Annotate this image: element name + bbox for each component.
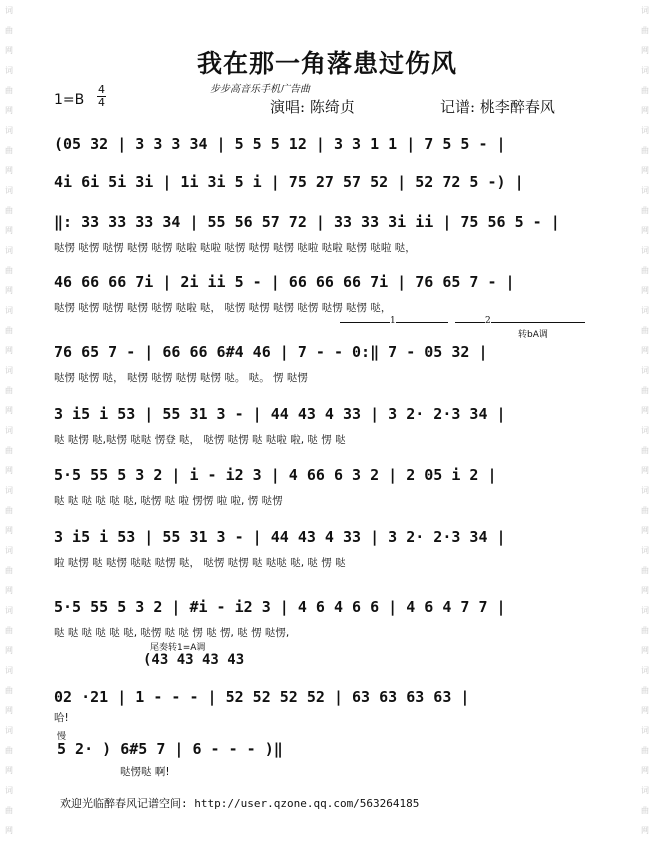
watermark-char: 网 (5, 766, 13, 775)
watermark-char: 曲 (641, 206, 649, 215)
watermark-char: 词 (5, 66, 13, 75)
score-row-4: 46 66 66 7i | 2i ii 5 - | 66 66 66 7i | 76 65 7 - | (54, 273, 515, 291)
watermark-char: 曲 (641, 266, 649, 275)
watermark-char: 网 (641, 226, 649, 235)
score-row-7: 5·5 55 5 3 2 | i - i2 3 | 4 66 6 3 2 | 2 05 i 2 | (54, 466, 497, 484)
watermark-char: 网 (5, 826, 13, 835)
song-subtitle: 步步高音乐手机广告曲 (210, 84, 310, 95)
score-row-2: 4i 6i 5i 3i | 1i 3i 5 i | 75 27 57 52 | 52 72 5 -) | (54, 173, 524, 191)
transcriber-credit: 记谱: 桃李醉春风 (440, 98, 555, 116)
watermark-char: 网 (5, 526, 13, 535)
singer-credit: 演唱: 陈绮贞 (270, 98, 355, 116)
watermark-char: 词 (641, 726, 649, 735)
lyric-row-5: 哒愣 哒愣 哒， 哒愣 哒愣 哒愣 哒愣 哒。 哒。 愣 哒愣 (54, 372, 308, 384)
watermark-char: 网 (5, 706, 13, 715)
watermark-char: 词 (641, 126, 649, 135)
watermark-char: 词 (641, 186, 649, 195)
watermark-char: 曲 (641, 686, 649, 695)
watermark-char: 词 (641, 786, 649, 795)
watermark-char: 词 (641, 606, 649, 615)
watermark-char: 词 (5, 126, 13, 135)
watermark-char: 曲 (5, 806, 13, 815)
watermark-char: 曲 (641, 386, 649, 395)
watermark-char: 网 (5, 46, 13, 55)
score-row-6: 3 i5 i 53 | 55 31 3 - | 44 43 4 33 | 3 2· 2·3 34 | (54, 405, 506, 423)
score-row-11: 5 2· ) 6#5 7 | 6 - - - )‖ (57, 740, 283, 758)
watermark-char: 网 (5, 646, 13, 655)
watermark-char: 曲 (641, 806, 649, 815)
watermark-char: 网 (641, 286, 649, 295)
watermark-char: 曲 (641, 26, 649, 35)
watermark-char: 曲 (5, 386, 13, 395)
time-signature (97, 84, 106, 109)
watermark-char: 曲 (641, 446, 649, 455)
watermark-char: 网 (641, 586, 649, 595)
key-signature: 1=B (54, 92, 85, 108)
watermark-char: 词 (5, 606, 13, 615)
key-change-note: 转bA调 (518, 330, 548, 340)
watermark-char: 词 (641, 546, 649, 555)
watermark-char: 曲 (5, 326, 13, 335)
watermark-char: 曲 (641, 506, 649, 515)
watermark-char: 网 (641, 166, 649, 175)
watermark-char: 曲 (641, 626, 649, 635)
watermark-char: 曲 (5, 206, 13, 215)
watermark-char: 网 (5, 226, 13, 235)
score-row-8: 3 i5 i 53 | 55 31 3 - | 44 43 4 33 | 3 2· 2·3 34 | (54, 528, 506, 546)
watermark-char: 词 (5, 426, 13, 435)
lyric-row-11: 哒愣哒 啊! (120, 766, 170, 778)
watermark-char: 曲 (641, 746, 649, 755)
watermark-char: 曲 (5, 446, 13, 455)
watermark-char: 网 (641, 46, 649, 55)
watermark-char: 曲 (5, 566, 13, 575)
watermark-char: 词 (5, 306, 13, 315)
meter-bottom: 4 (98, 96, 105, 109)
lyric-row-3: 哒愣 哒愣 哒愣 哒愣 哒愣 哒啦 哒啦 哒愣 哒愣 哒愣 哒啦 哒啦 哒愣 哒啦 哒， (54, 242, 416, 254)
volta-1-label: 1 (390, 316, 396, 326)
score-row-3: ‖: 33 33 33 34 | 55 56 57 72 | 33 33 3i ii | 75 56 5 - | (54, 213, 560, 231)
score-row-9: 5·5 55 5 3 2 | #i - i2 3 | 4 6 4 6 6 | 4 6 4 7 7 | (54, 598, 506, 616)
lyric-row-7: 哒 哒 哒 哒 哒 哒, 哒愣 哒 啦 愣愣 啦 啦, 愣 哒愣 (54, 495, 283, 507)
watermark-char: 词 (5, 6, 13, 15)
watermark-char: 曲 (641, 326, 649, 335)
lyric-row-9: 哒 哒 哒 哒 哒 哒, 哒愣 哒 哒 愣 哒 愣, 哒 愣 哒愣, (54, 627, 290, 639)
ending-upper-line: (43 43 43 43 (143, 652, 245, 668)
watermark-char: 网 (641, 346, 649, 355)
watermark-char: 曲 (641, 566, 649, 575)
watermark-char: 词 (641, 6, 649, 15)
watermark-char: 曲 (5, 266, 13, 275)
footer-link-text: 欢迎光临醉春风记谱空间: http://user.qzone.qq.com/563264185 (60, 797, 420, 810)
watermark-char: 曲 (641, 86, 649, 95)
watermark-char: 曲 (5, 746, 13, 755)
watermark-char: 词 (641, 306, 649, 315)
lyric-row-8: 啦 哒愣 哒 哒愣 哒哒 哒愣 哒， 哒愣 哒愣 哒 哒哒 哒, 哒 愣 哒 (54, 557, 346, 569)
watermark-char: 网 (641, 706, 649, 715)
watermark-char: 曲 (5, 86, 13, 95)
watermark-char: 词 (641, 486, 649, 495)
watermark-char: 词 (641, 66, 649, 75)
watermark-char: 词 (5, 246, 13, 255)
watermark-char: 词 (641, 246, 649, 255)
score-row-1: (05 32 | 3 3 3 34 | 5 5 5 12 | 3 3 1 1 | 7 5 5 - | (54, 135, 506, 153)
watermark-char: 词 (5, 666, 13, 675)
watermark-char: 曲 (5, 26, 13, 35)
watermark-char: 词 (641, 426, 649, 435)
watermark-char: 网 (641, 406, 649, 415)
watermark-char: 网 (5, 406, 13, 415)
watermark-char: 曲 (5, 146, 13, 155)
watermark-char: 词 (5, 186, 13, 195)
watermark-char: 网 (641, 526, 649, 535)
watermark-char: 网 (641, 646, 649, 655)
watermark-char: 网 (641, 466, 649, 475)
watermark-char: 网 (5, 466, 13, 475)
watermark-char: 网 (5, 286, 13, 295)
watermark-char: 网 (641, 826, 649, 835)
watermark-char: 词 (5, 786, 13, 795)
watermark-char: 词 (5, 726, 13, 735)
watermark-char: 网 (5, 346, 13, 355)
watermark-char: 词 (641, 666, 649, 675)
lyric-row-4: 哒愣 哒愣 哒愣 哒愣 哒愣 哒啦 哒， 哒愣 哒愣 哒愣 哒愣 哒愣 哒愣 哒， (54, 302, 392, 314)
volta-2-label: 2 (485, 316, 491, 326)
meter-top: 4 (98, 83, 105, 96)
song-title: 我在那一角落患过伤风 (196, 49, 457, 78)
watermark-char: 网 (5, 166, 13, 175)
watermark-char: 曲 (5, 626, 13, 635)
watermark-char: 曲 (641, 146, 649, 155)
tempo-slow-mark: 慢 (57, 732, 67, 742)
watermark-left (2, 0, 16, 843)
score-row-10: 02 ·21 | 1 - - - | 52 52 52 52 | 63 63 63 63 | (54, 688, 470, 706)
watermark-char: 曲 (5, 686, 13, 695)
volta-1-bracket (340, 316, 448, 329)
score-row-5: 76 65 7 - | 66 66 6#4 46 | 7 - - 0:‖ 7 - 05 32 | (54, 343, 488, 361)
watermark-char: 网 (5, 586, 13, 595)
lyric-row-10: 哈! (54, 712, 69, 724)
watermark-char: 网 (5, 106, 13, 115)
watermark-right (638, 0, 652, 843)
watermark-char: 词 (5, 546, 13, 555)
watermark-char: 曲 (5, 506, 13, 515)
watermark-char: 词 (641, 366, 649, 375)
lyric-row-6: 哒 哒愣 哒,哒愣 哒哒 愣登 哒， 哒愣 哒愣 哒 哒啦 啦, 哒 愣 哒 (54, 434, 346, 446)
watermark-char: 网 (641, 766, 649, 775)
watermark-char: 词 (5, 486, 13, 495)
watermark-char: 网 (641, 106, 649, 115)
ending-key-change-note: 尾奏转1=A调 (150, 643, 206, 653)
watermark-char: 词 (5, 366, 13, 375)
